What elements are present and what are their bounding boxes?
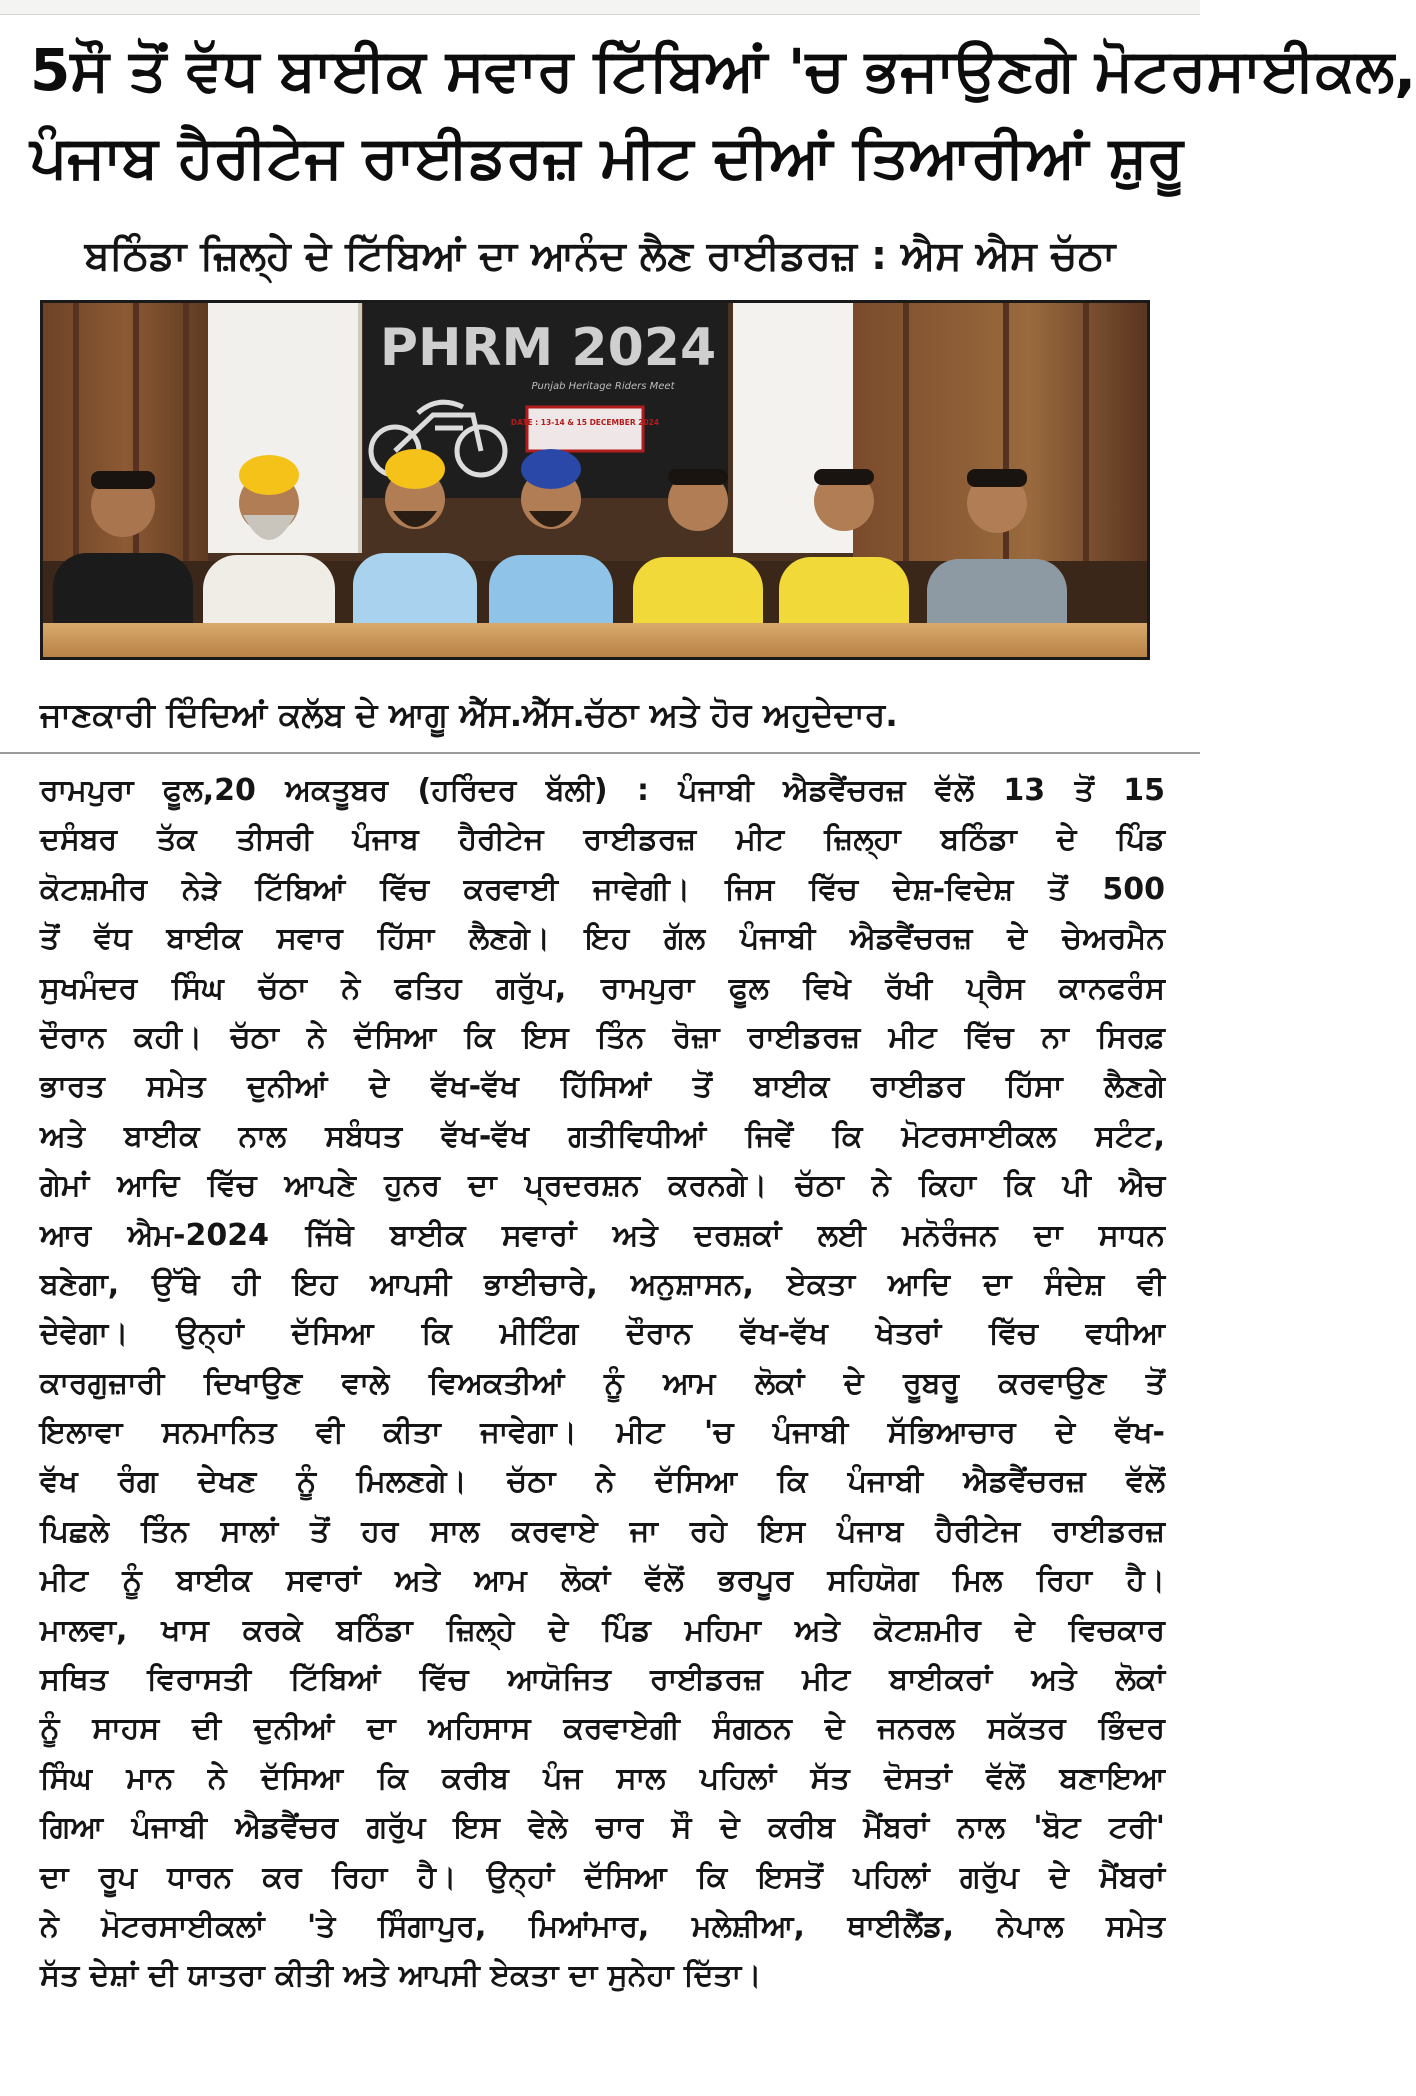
caption-divider <box>0 752 1200 754</box>
article-line: ਸੁਖਮੰਦਰ ਸਿੰਘ ਚੱਠਾ ਨੇ ਫਤਿਹ ਗਰੁੱਪ, ਰਾਮਪੁਰਾ ਫੂਲ ਵਿਖੇ ਰੱਖੀ ਪ੍ਰੈਸ ਕਾਨਫਰੰਸ <box>40 970 1165 1006</box>
clipping-top-edge <box>0 0 1200 15</box>
article-line: ਗਿਆ ਪੰਜਾਬੀ ਐਡਵੈਂਚਰ ਗਰੁੱਪ ਇਸ ਵੇਲੇ ਚਾਰ ਸੌ ਦੇ ਕਰੀਬ ਮੈਂਬਰਾਂ ਨਾਲ 'ਬੋਟ ਟਰੀ' <box>40 1810 1165 1846</box>
article-line: ਨੇ ਮੋਟਰਸਾਈਕਲਾਂ 'ਤੇ ਸਿੰਗਾਪੁਰ, ਮਿਆਂਮਾਰ, ਮਲੇਸ਼ੀਆ, ਥਾਈਲੈਂਡ, ਨੇਪਾਲ ਸਮੇਤ <box>40 1908 1165 1944</box>
banner-subtitle: Punjab Heritage Riders Meet <box>531 381 675 392</box>
article-line: ਪਿਛਲੇ ਤਿੰਨ ਸਾਲਾਂ ਤੋਂ ਹਰ ਸਾਲ ਕਰਵਾਏ ਜਾ ਰਹੇ ਇਸ ਪੰਜਾਬ ਹੈਰੀਟੇਜ ਰਾਈਡਰਜ਼ <box>40 1513 1165 1549</box>
headline-line-2: ਪੰਜਾਬ ਹੈਰੀਟੇਜ ਰਾਈਡਰਜ਼ ਮੀਟ ਦੀਆਂ ਤਿਆਰੀਆਂ ਸ਼ੁਰੂ <box>30 123 1184 191</box>
article-line: ਰਾਮਪੁਰਾ ਫੂਲ,20 ਅਕਤੂਬਰ (ਹਰਿੰਦਰ ਬੱਲੀ) : ਪੰਜਾਬੀ ਐਡਵੈਂਚਰਜ਼ ਵੱਲੋਂ 13 ਤੋਂ 15 <box>40 773 1165 808</box>
article-line: ਦੌਰਾਨ ਕਹੀ। ਚੱਠਾ ਨੇ ਦੱਸਿਆ ਕਿ ਇਸ ਤਿੰਨ ਰੋਜ਼ਾ ਰਾਈਡਰਜ਼ ਮੀਟ ਵਿੱਚ ਨਾ ਸਿਰਫ਼ <box>40 1019 1165 1055</box>
article-line: ਕੋਟਸ਼ਮੀਰ ਨੇੜੇ ਟਿੱਬਿਆਂ ਵਿੱਚ ਕਰਵਾਈ ਜਾਵੇਗੀ। ਜਿਸ ਵਿੱਚ ਦੇਸ਼-ਵਿਦੇਸ਼ ਤੋਂ 500 <box>40 871 1165 907</box>
article-line: ਮਾਲਵਾ, ਖਾਸ ਕਰਕੇ ਬਠਿੰਡਾ ਜ਼ਿਲ੍ਹੇ ਦੇ ਪਿੰਡ ਮਹਿਮਾ ਅਤੇ ਕੋਟਸ਼ਮੀਰ ਦੇ ਵਿਚਕਾਰ <box>40 1612 1165 1648</box>
headline-line-1: 5ਸੌ ਤੋਂ ਵੱਧ ਬਾਈਕ ਸਵਾਰ ਟਿੱਬਿਆਂ 'ਚ ਭਜਾਉਣਗੇ ਮੋਟਰਸਾਈਕਲ, <box>30 36 1416 104</box>
article-line: ਤੋਂ ਵੱਧ ਬਾਈਕ ਸਵਾਰ ਹਿੱਸਾ ਲੈਣਗੇ। ਇਹ ਗੱਲ ਪੰਜਾਬੀ ਐਡਵੈਂਚਰਜ਼ ਦੇ ਚੇਅਰਮੈਨ <box>40 921 1165 957</box>
article-line: ਸਿੰਘ ਮਾਨ ਨੇ ਦੱਸਿਆ ਕਿ ਕਰੀਬ ਪੰਜ ਸਾਲ ਪਹਿਲਾਂ ਸੱਤ ਦੋਸਤਾਂ ਵੱਲੋਂ ਬਣਾਇਆ <box>40 1760 1165 1796</box>
article-line: ਭਾਰਤ ਸਮੇਤ ਦੁਨੀਆਂ ਦੇ ਵੱਖ-ਵੱਖ ਹਿੱਸਿਆਂ ਤੋਂ ਬਾਈਕ ਰਾਈਡਰ ਹਿੱਸਾ ਲੈਣਗੇ <box>40 1069 1165 1105</box>
news-photo <box>40 300 1150 660</box>
article-line: ਮੀਟ ਨੂੰ ਬਾਈਕ ਸਵਾਰਾਂ ਅਤੇ ਆਮ ਲੋਕਾਂ ਵੱਲੋਂ ਭਰਪੂਰ ਸਹਿਯੋਗ ਮਿਲ ਰਿਹਾ ਹੈ। <box>40 1563 1165 1599</box>
article-line: ਸੱਤ ਦੇਸ਼ਾਂ ਦੀ ਯਾਤਰਾ ਕੀਤੀ ਅਤੇ ਆਪਸੀ ਏਕਤਾ ਦਾ ਸੁਨੇਹਾ ਦਿੱਤਾ। <box>40 1958 762 1994</box>
photo-illustration <box>43 303 1147 657</box>
banner-date: DATE : 13-14 & 15 DECEMBER 2024 <box>510 418 660 427</box>
article-line: ਬਣੇਗਾ, ਉੱਥੇ ਹੀ ਇਹ ਆਪਸੀ ਭਾਈਚਾਰੇ, ਅਨੁਸ਼ਾਸਨ, ਏਕਤਾ ਆਦਿ ਦਾ ਸੰਦੇਸ਼ ਵੀ <box>40 1266 1165 1302</box>
article-line: ਦਸੰਬਰ ਤੱਕ ਤੀਸਰੀ ਪੰਜਾਬ ਹੈਰੀਟੇਜ ਰਾਈਡਰਜ਼ ਮੀਟ ਜ਼ਿਲ੍ਹਾ ਬਠਿੰਡਾ ਦੇ ਪਿੰਡ <box>40 822 1165 858</box>
article-line: ਦੇਵੇਗਾ। ਉਨ੍ਹਾਂ ਦੱਸਿਆ ਕਿ ਮੀਟਿੰਗ ਦੌਰਾਨ ਵੱਖ-ਵੱਖ ਖੇਤਰਾਂ ਵਿੱਚ ਵਧੀਆ <box>40 1316 1165 1352</box>
article-line: ਗੇਮਾਂ ਆਦਿ ਵਿੱਚ ਆਪਣੇ ਹੁਨਰ ਦਾ ਪ੍ਰਦਰਸ਼ਨ ਕਰਨਗੇ। ਚੱਠਾ ਨੇ ਕਿਹਾ ਕਿ ਪੀ ਐਚ <box>40 1168 1165 1204</box>
banner-title: PHRM 2024 <box>379 318 717 378</box>
article-line: ਆਰ ਐਮ-2024 ਜਿੱਥੇ ਬਾਈਕ ਸਵਾਰਾਂ ਅਤੇ ਦਰਸ਼ਕਾਂ ਲਈ ਮਨੋਰੰਜਨ ਦਾ ਸਾਧਨ <box>40 1217 1165 1253</box>
article-line: ਇਲਾਵਾ ਸਨਮਾਨਿਤ ਵੀ ਕੀਤਾ ਜਾਵੇਗਾ। ਮੀਟ 'ਚ ਪੰਜਾਬੀ ਸੱਭਿਆਚਾਰ ਦੇ ਵੱਖ- <box>40 1415 1165 1451</box>
article-body <box>40 766 1165 2001</box>
article-line: ਦਾ ਰੂਪ ਧਾਰਨ ਕਰ ਰਿਹਾ ਹੈ। ਉਨ੍ਹਾਂ ਦੱਸਿਆ ਕਿ ਇਸਤੋਂ ਪਹਿਲਾਂ ਗਰੁੱਪ ਦੇ ਮੈਂਬਰਾਂ <box>40 1859 1165 1895</box>
article-line: ਅਤੇ ਬਾਈਕ ਨਾਲ ਸਬੰਧਤ ਵੱਖ-ਵੱਖ ਗਤੀਵਿਧੀਆਂ ਜਿਵੇਂ ਕਿ ਮੋਟਰਸਾਈਕਲ ਸਟੰਟ, <box>40 1118 1165 1154</box>
banner-date-box <box>527 407 643 451</box>
article-line: ਸਥਿਤ ਵਿਰਾਸਤੀ ਟਿੱਬਿਆਂ ਵਿੱਚ ਆਯੋਜਿਤ ਰਾਈਡਰਜ਼ ਮੀਟ ਬਾਈਕਰਾਂ ਅਤੇ ਲੋਕਾਂ <box>40 1662 1165 1698</box>
table <box>43 623 1147 657</box>
photo-caption: ਜਾਣਕਾਰੀ ਦਿੰਦਿਆਂ ਕਲੱਬ ਦੇ ਆਗੂ ਐੱਸ.ਐੱਸ.ਚੱਠਾ ਅਤੇ ਹੋਰ ਅਹੁਦੇਦਾਰ. <box>40 695 898 734</box>
subheadline: ਬਠਿੰਡਾ ਜ਼ਿਲ੍ਹੇ ਦੇ ਟਿੱਬਿਆਂ ਦਾ ਆਨੰਦ ਲੈਣ ਰਾਈਡਰਜ਼ : ਐਸ ਐਸ ਚੱਠਾ <box>84 233 1116 279</box>
article-line: ਨੂੰ ਸਾਹਸ ਦੀ ਦੁਨੀਆਂ ਦਾ ਅਹਿਸਾਸ ਕਰਵਾਏਗੀ ਸੰਗਠਨ ਦੇ ਜਨਰਲ ਸਕੱਤਰ ਭਿੰਦਰ <box>40 1711 1165 1747</box>
article-line: ਵੱਖ ਰੰਗ ਦੇਖਣ ਨੂੰ ਮਿਲਣਗੇ। ਚੱਠਾ ਨੇ ਦੱਸਿਆ ਕਿ ਪੰਜਾਬੀ ਐਡਵੈਂਚਰਜ਼ ਵੱਲੋਂ <box>40 1464 1165 1500</box>
article-line: ਕਾਰਗੁਜ਼ਾਰੀ ਦਿਖਾਉਣ ਵਾਲੇ ਵਿਅਕਤੀਆਂ ਨੂੰ ਆਮ ਲੋਕਾਂ ਦੇ ਰੂਬਰੂ ਕਰਵਾਉਣ ਤੋਂ <box>40 1365 1165 1401</box>
